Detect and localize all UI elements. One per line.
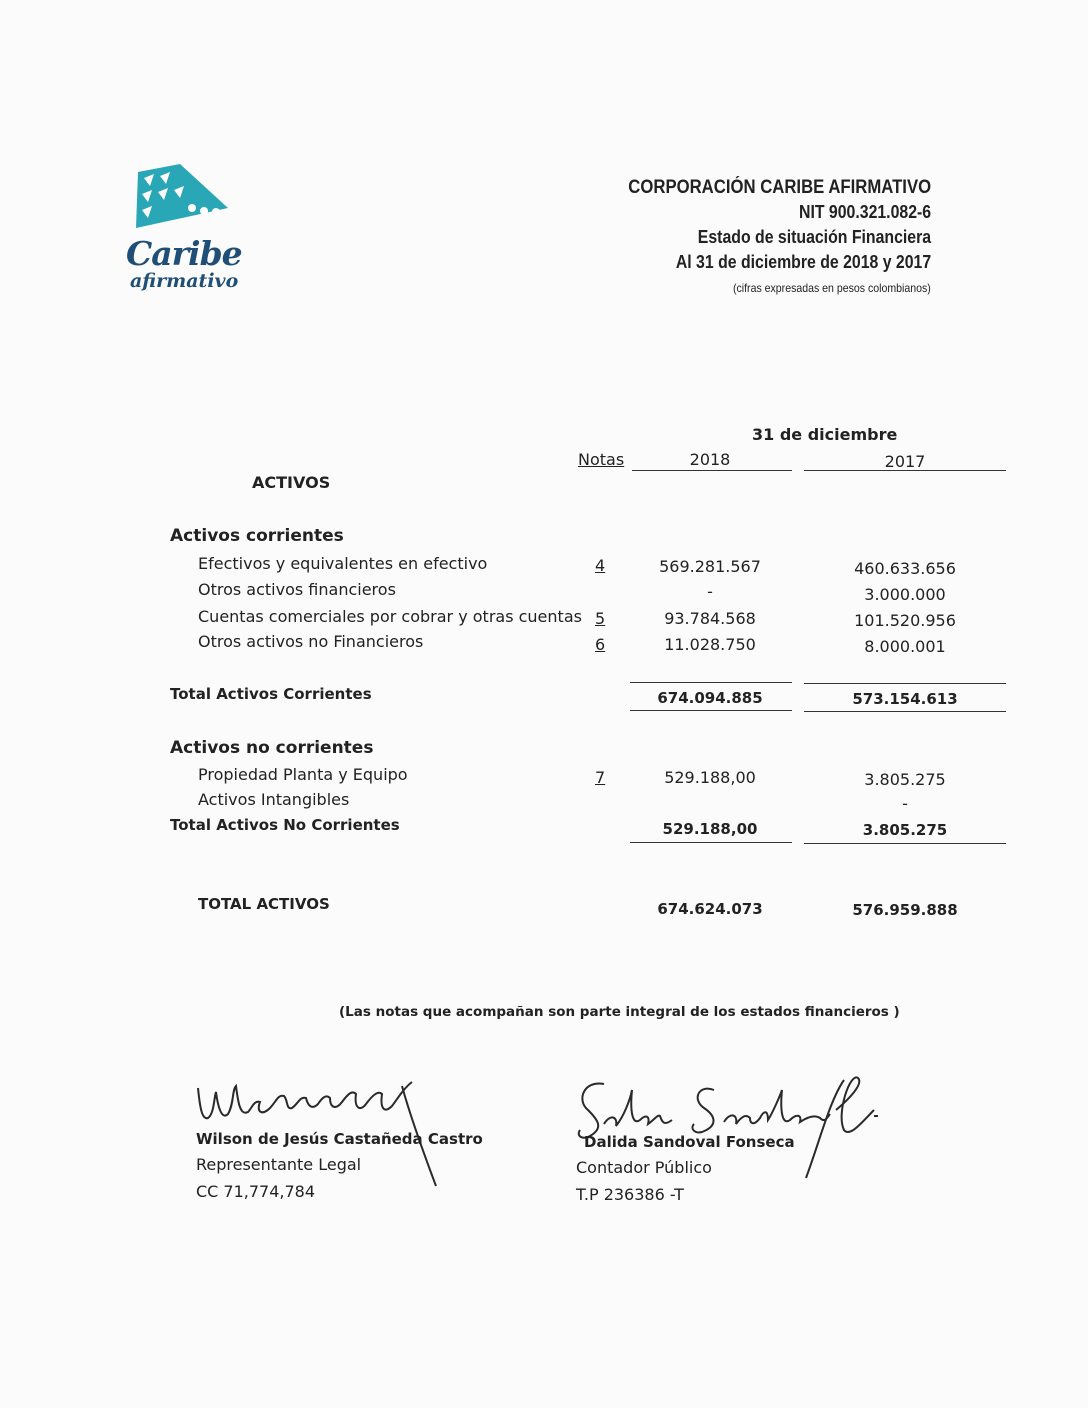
total-activos-2018: 674.624.073 (657, 900, 763, 918)
total-no-corrientes-2017: 3.805.275 (862, 821, 948, 839)
row-nota: 4 (595, 556, 606, 575)
rule-2017-header (804, 470, 1006, 471)
total-corrientes-label: Total Activos Corrientes (170, 685, 372, 703)
row-value-2017: - (902, 794, 908, 813)
signer-right-role: Contador Público (576, 1158, 712, 1177)
footnote: (Las notas que acompañan son parte integral de los estados financieros ) (339, 1004, 900, 1020)
row-value-2017: 101.520.956 (854, 611, 956, 630)
org-name: CORPORACIÓN CARIBE AFIRMATIVO (628, 177, 931, 198)
year-2017-header: 2017 (884, 452, 926, 471)
section-title-corrientes: Activos corrientes (170, 526, 344, 546)
row-value-2017: 460.633.656 (854, 559, 956, 578)
signer-right-name: Dalida Sandoval Fonseca (584, 1133, 795, 1151)
total-no-corrientes-label: Total Activos No Corrientes (170, 816, 400, 834)
activos-title: ACTIVOS (252, 473, 331, 492)
signer-left-id: CC 71,774,784 (196, 1182, 316, 1201)
rule-total-corrientes-2017-bottom (804, 711, 1006, 712)
row-value-2018: 529.188,00 (664, 768, 756, 787)
row-label: Cuentas comerciales por cobrar y otras cuentas (198, 607, 582, 626)
row-value-2018: 93.784.568 (664, 609, 756, 628)
statement-date: Al 31 de diciembre de 2018 y 2017 (675, 252, 931, 272)
rule-total-no-corrientes-2018 (630, 842, 792, 843)
row-label: Otros activos financieros (198, 580, 396, 599)
period-header: 31 de diciembre (752, 425, 898, 444)
row-nota: 5 (595, 609, 606, 628)
total-no-corrientes-2018: 529.188,00 (662, 820, 758, 838)
signer-right-id: T.P 236386 -T (576, 1185, 684, 1204)
row-value-2018: 11.028.750 (664, 635, 756, 654)
row-label: Otros activos no Financieros (198, 632, 424, 651)
row-value-2017: 3.000.000 (864, 585, 946, 604)
row-value-2017: 8.000.001 (864, 637, 946, 656)
rule-2018-header (632, 470, 792, 471)
row-label: Activos Intangibles (198, 790, 350, 809)
rule-total-corrientes-2017-top (804, 683, 1006, 684)
rule-total-no-corrientes-2017 (804, 843, 1006, 844)
row-label: Propiedad Planta y Equipo (198, 765, 408, 784)
total-activos-label: TOTAL ACTIVOS (198, 895, 330, 913)
currency-note: (cifras expresadas en pesos colombianos) (733, 281, 931, 295)
section-title-no-corrientes: Activos no corrientes (170, 738, 374, 758)
row-nota: 7 (595, 768, 606, 787)
total-corrientes-2017: 573.154.613 (852, 690, 958, 708)
row-nota: 6 (595, 635, 606, 654)
logo-wordmark-sub: afirmativo (130, 270, 239, 292)
year-2018-header: 2018 (689, 450, 731, 469)
signer-left-name: Wilson de Jesús Castañeda Castro (196, 1130, 483, 1148)
rule-total-corrientes-2018-top (630, 682, 792, 683)
row-value-2018: 569.281.567 (659, 557, 761, 576)
logo-wordmark: Caribe (126, 234, 242, 273)
total-activos-2017: 576.959.888 (852, 901, 958, 919)
nit: NIT 900.321.082-6 (798, 202, 931, 222)
row-value-2018: - (707, 582, 713, 601)
notas-header: Notas (578, 450, 625, 469)
total-corrientes-2018: 674.094.885 (657, 689, 763, 707)
row-label: Efectivos y equivalentes en efectivo (198, 554, 488, 573)
statement-title: Estado de situación Financiera (697, 227, 931, 247)
signer-left-role: Representante Legal (196, 1155, 362, 1174)
rule-total-corrientes-2018-bottom (630, 710, 792, 711)
row-value-2017: 3.805.275 (864, 770, 946, 789)
